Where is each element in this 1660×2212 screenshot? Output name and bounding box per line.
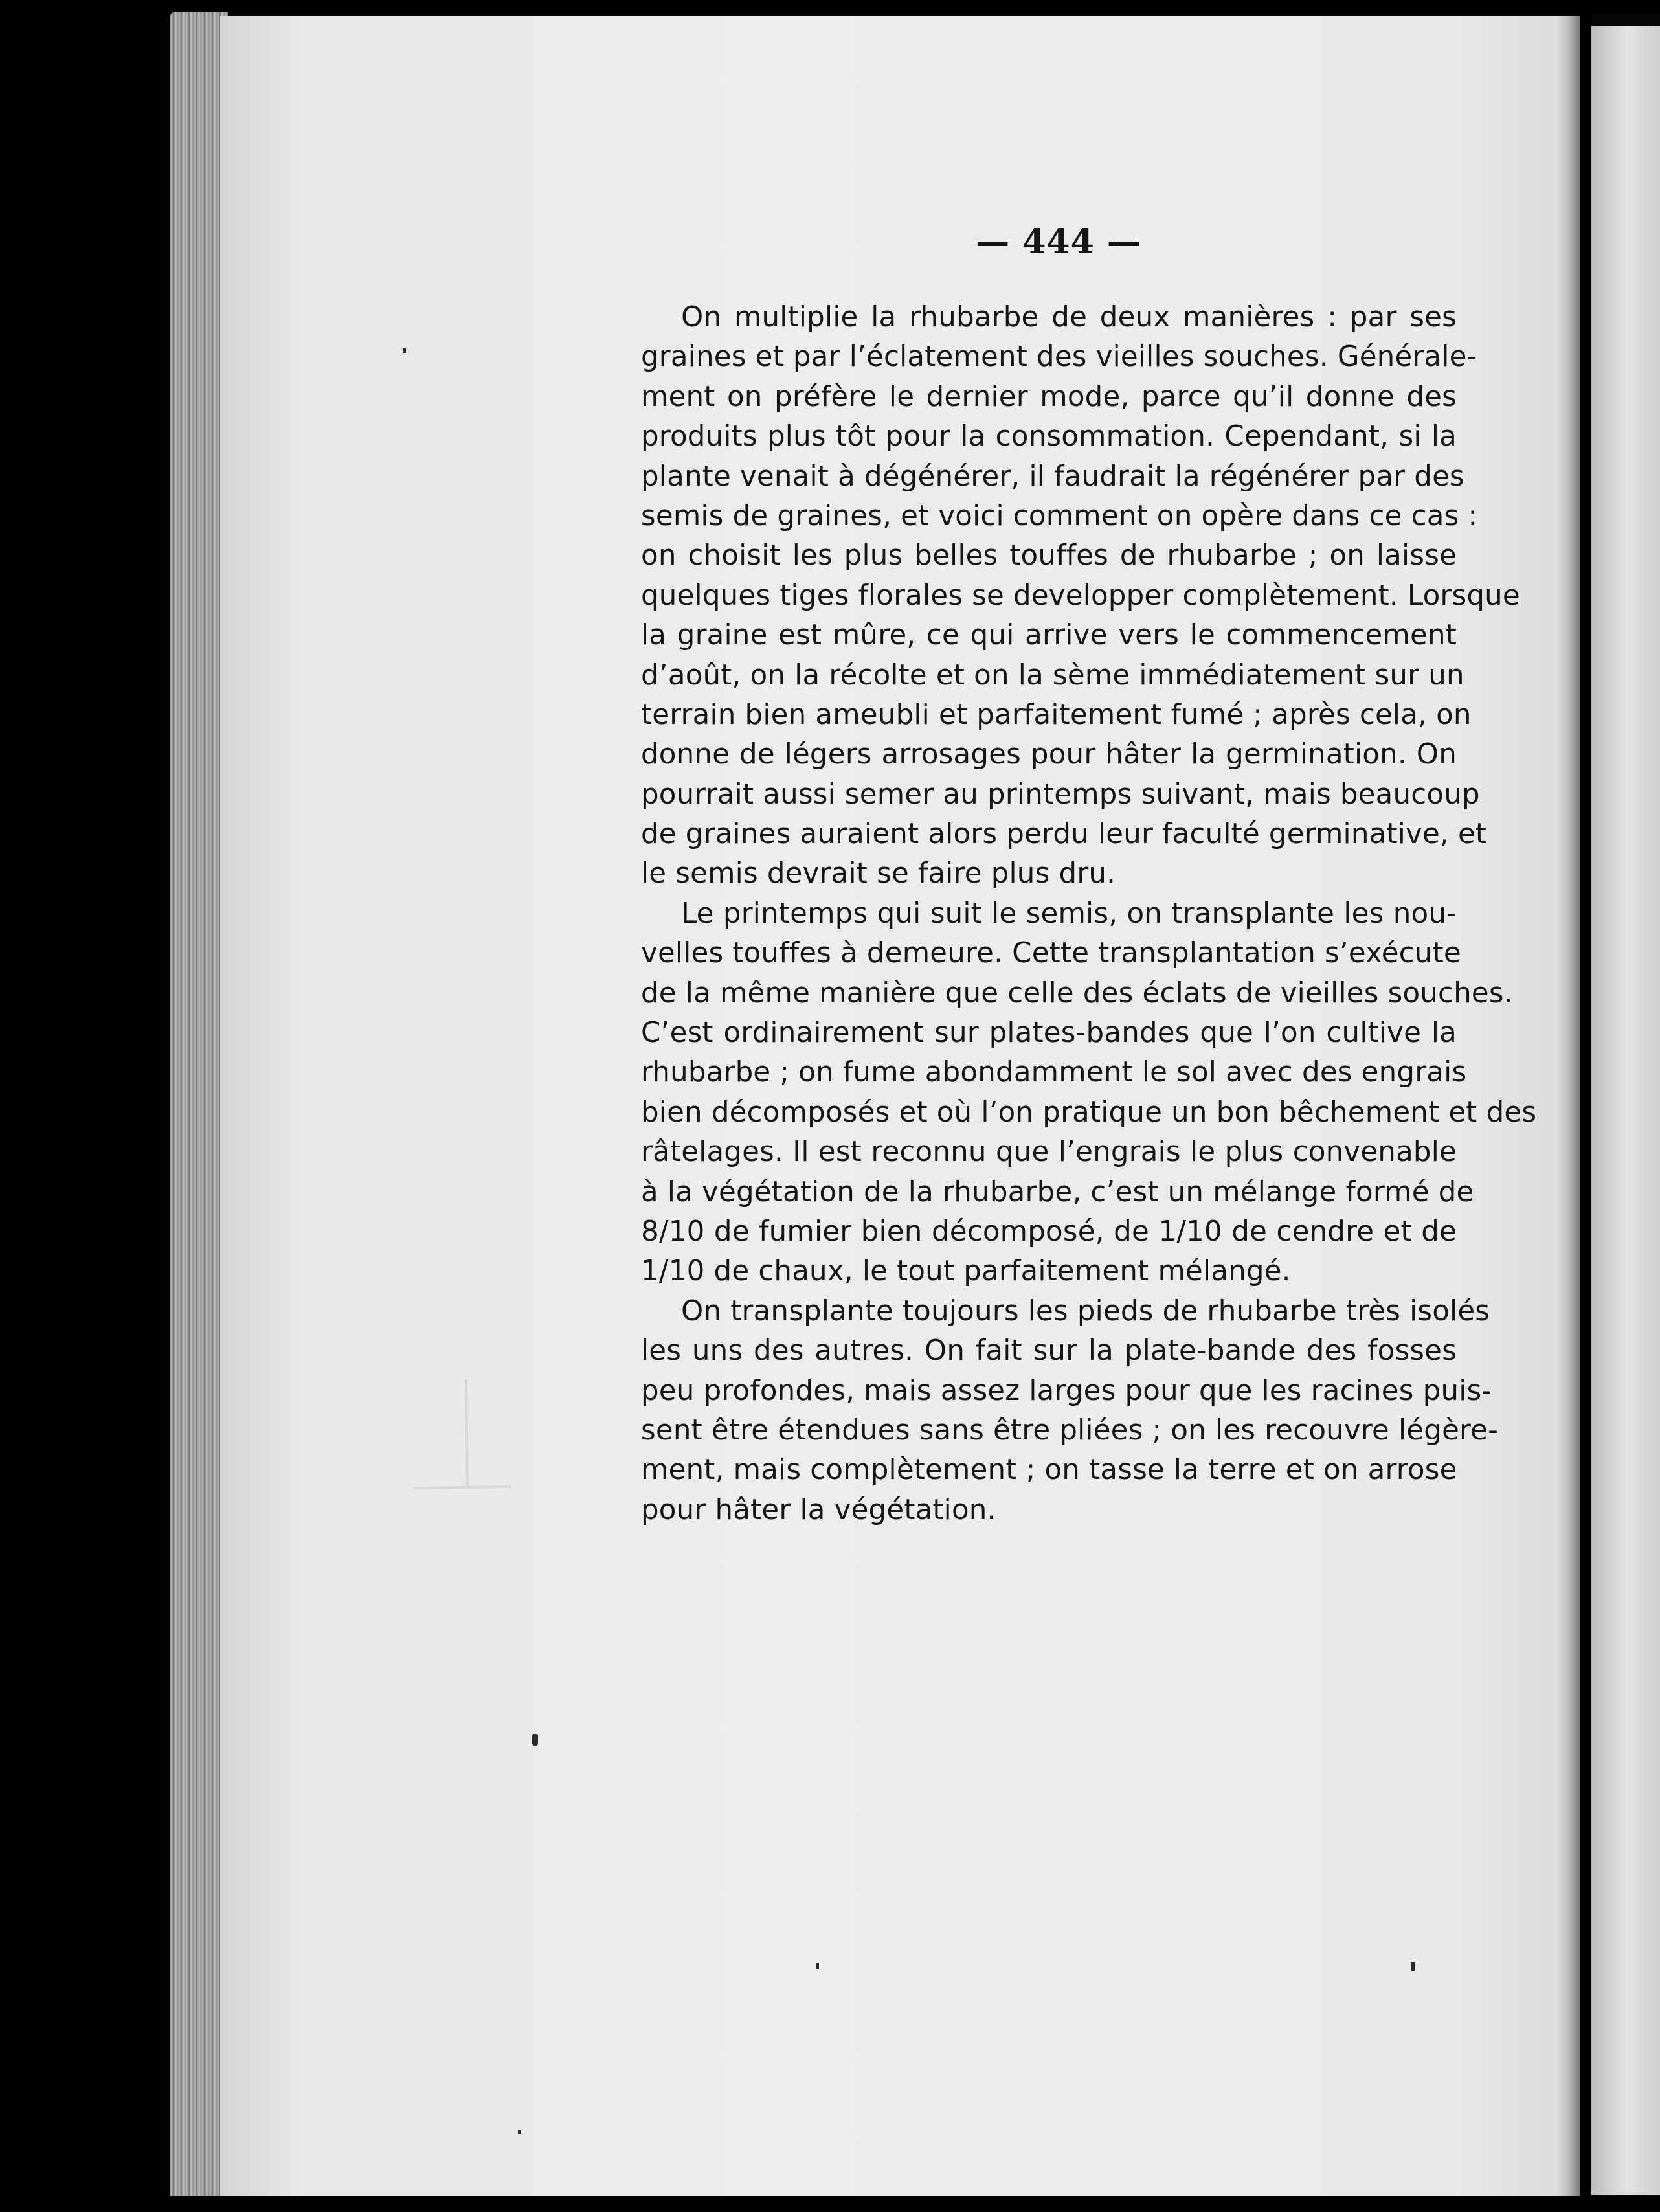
pencil-annotation-mark — [414, 1373, 583, 1496]
text-line: pourrait aussi semer au printemps suivant, mais beaucoup — [641, 778, 1480, 811]
text-line: 8/10 de fumier bien décomposé, de 1/10 de cendre et de — [641, 1215, 1457, 1248]
paper-speck — [403, 348, 406, 353]
text-line: velles touffes à demeure. Cette transplantation s’exécute — [641, 937, 1461, 970]
text-line: d’août, on la récolte et on la sème immédiatement sur un — [641, 659, 1464, 692]
scan-bottom-border — [0, 2196, 1660, 2212]
text-line: la graine est mûre, ce qui arrive vers le commencement — [641, 619, 1457, 652]
text-line: terrain bien ameubli et parfaitement fumé ; après cela, on — [641, 698, 1472, 731]
text-line: plante venait à dégénérer, il faudrait la régénérer par des — [641, 460, 1464, 493]
scan-left-border — [0, 0, 170, 2212]
book-page-edges — [170, 12, 228, 2200]
book-gutter-shadow — [1554, 16, 1580, 2196]
text-line: les uns des autres. On fait sur la plate-bande des fosses — [641, 1335, 1457, 1368]
text-line: 1/10 de chaux, le tout parfaitement mélangé. — [641, 1255, 1291, 1288]
text-line: rhubarbe ; on fume abondamment le sol avec des engrais — [641, 1056, 1467, 1089]
text-line: le semis devrait se faire plus dru. — [641, 857, 1116, 890]
text-line: de graines auraient alors perdu leur faculté germinative, et — [641, 818, 1487, 851]
text-line: donne de légers arrosages pour hâter la germination. On — [641, 738, 1457, 771]
text-line: C’est ordinairement sur plates-bandes que l’on cultive la — [641, 1017, 1457, 1050]
text-line: sent être étendues sans être pliées ; on les recouvre légère- — [641, 1414, 1499, 1447]
text-line: on choisit les plus belles touffes de rhubarbe ; on laisse — [641, 539, 1457, 572]
text-line: quelques tiges florales se developper complètement. Lorsque — [641, 579, 1520, 612]
text-line: ment, mais complètement ; on tasse la terre et on arrose — [641, 1454, 1457, 1487]
text-line: râtelages. Il est reconnu que l’engrais le plus convenable — [641, 1136, 1457, 1169]
paper-speck — [816, 1963, 819, 1969]
text-line: à la végétation de la rhubarbe, c’est un mélange formé de — [641, 1175, 1474, 1208]
text-line: ment on préfère le dernier mode, parce qu’il donne des — [641, 380, 1457, 413]
page-number: — 444 — — [976, 222, 1141, 262]
scan-right-border — [1580, 0, 1591, 2212]
text-line: On multiplie la rhubarbe de deux manières : par ses — [681, 301, 1457, 333]
text-line: On transplante toujours les pieds de rhubarbe très isolés — [681, 1294, 1490, 1327]
text-line: Le printemps qui suit le semis, on transplante les nou- — [681, 897, 1457, 930]
text-line: de la même manière que celle des éclats de vieilles souches. — [641, 976, 1513, 1010]
text-line: semis de graines, et voici comment on opère dans ce cas : — [641, 499, 1478, 532]
scan-top-border — [0, 0, 1660, 14]
body-text — [641, 298, 1537, 1530]
text-line: produits plus tôt pour la consommation. Cependant, si la — [641, 420, 1457, 453]
text-line: graines et par l’éclatement des vieilles souches. Générale- — [641, 341, 1477, 374]
text-line: pour hâter la végétation. — [641, 1493, 996, 1526]
text-line: bien décomposés et où l’on pratique un bon bêchement et des — [641, 1096, 1537, 1129]
paper-speck — [518, 2130, 521, 2134]
paper-speck — [1411, 1962, 1415, 1971]
next-page-edge — [1591, 26, 1660, 2195]
paper-speck — [532, 1734, 538, 1746]
text-line: peu profondes, mais assez larges pour que les racines puis- — [641, 1374, 1492, 1407]
